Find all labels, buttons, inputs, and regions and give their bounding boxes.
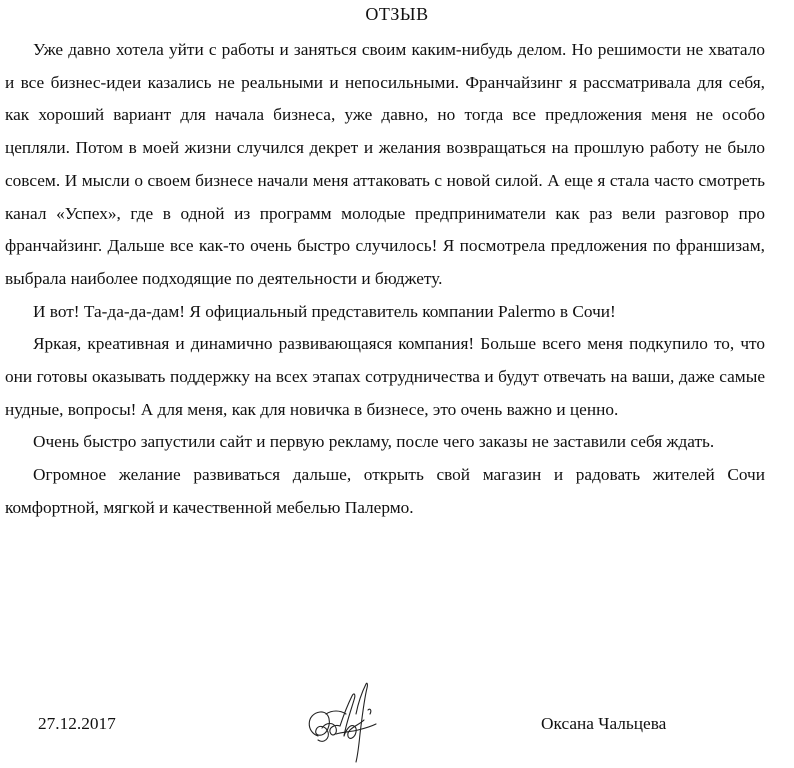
paragraph-1: Уже давно хотела уйти с работы и заняться своим каким-нибудь делом. Но решимости не хватало и все бизнес-идеи казались не реальными и непосильными. Франчайзинг я рассматривала для себя, как хороший вариант для начала бизнеса, уже давно, но тогда все предложения меня не особо цепляли. Потом в моей жизни случился декрет и желания возвращаться на прошлую работу не было совсем. И мысли о своем бизнесе начали меня аттаковать с новой силой. А еще я стала часто смотреть канал «Успех», где в одной из программ молодые предприниматели как раз вели разговор про франчайзинг. Дальше все как-то очень быстро случилось! Я посмотрела предложения по франшизам, выбрала наиболее подходящие по деятельности и бюджету. (5, 40, 765, 288)
paragraph-2: И вот! Та-да-да-дам! Я официальный представитель компании Palermo в Сочи! (33, 301, 616, 321)
document-footer (0, 700, 794, 768)
document-body (5, 34, 765, 525)
document-title: ОТЗЫВ (365, 4, 429, 24)
document-date: 27.12.2017 (38, 714, 116, 733)
paragraph-5: Огромное желание развиваться дальше, открыть свой магазин и радовать жителей Сочи комфортной, мягкой и качественной мебелью Палермо. (5, 465, 765, 517)
paragraph-4: Очень быстро запустили сайт и первую рекламу, после чего заказы не заставили себя ждать. (33, 432, 715, 452)
author-name: Оксана Чальцева (541, 714, 667, 733)
paragraph-3: Яркая, креативная и динамично развивающаяся компания! Больше всего меня подкупило то, что они готовы оказывать поддержку на всех этапах сотрудничества и будут отвечать на ваши, даже самые нудные, вопросы! А для меня, как для новичка в бизнесе, это очень важно и ценно. (5, 334, 765, 419)
handwritten-signature (296, 674, 396, 766)
